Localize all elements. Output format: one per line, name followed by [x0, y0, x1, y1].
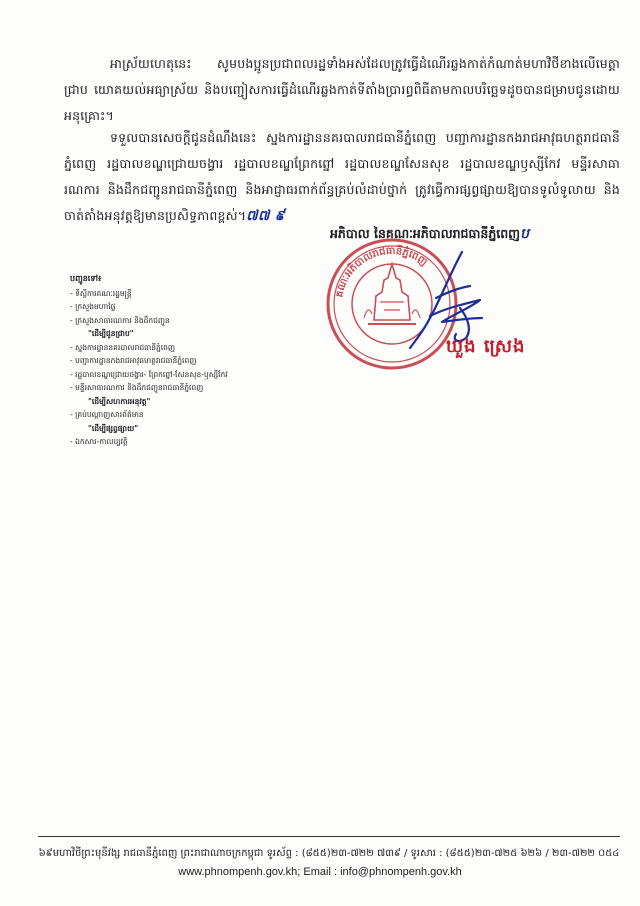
- distribution-item: - រដ្ឋបាលខណ្ឌជ្រោយចង្វារ- ព្រែកព្នៅ-សែនសុខ-ឫស្សីកែវ: [70, 369, 228, 379]
- distribution-title: បញ្ជូនទៅ៖: [70, 274, 102, 283]
- distribution-item: - ក្រសួងមហាផ្ទៃ: [70, 302, 116, 311]
- signatory-title-handwritten-tail: ប: [520, 226, 529, 242]
- distribution-item: - គ្រប់បណ្តាញសារព័ត៌មាន: [70, 410, 144, 419]
- signatory-title-text: អភិបាល នៃគណៈអភិបាលរាជធានីភ្នំពេញ: [330, 226, 521, 241]
- body-paragraph-2-text: ទទួលបានសេចក្តីជូនដំណឹងនេះ ស្នងការដ្ឋាននគរបាលរាជធានីភ្នំពេញ បញ្ជាការដ្ឋានកងរាជអាវុធហត្ថរាជធានីភ្នំពេញ រដ្ឋបាលខណ្ឌជ្រោយចង្វារ រដ្ឋបាលខណ្ឌព្រែកព្នៅ រដ្ឋបាលខណ្ឌសែនសុខ រដ្ឋបាលខណ្ឌឫស្សីកែវ មន្ទីរសាធារណការ និងដឹកជញ្ជូនរាជធានីភ្នំពេញ និងអាជ្ញាធរពាក់ព័ន្ធគ្រប់លំដាប់ថ្នាក់ ត្រូវធ្វើការផ្សព្វផ្សាយឱ្យបានទូលំទូលាយ និងចាត់តាំងអនុវត្តឱ្យមានប្រសិទ្ធភាពខ្ពស់។: [64, 129, 620, 223]
- handwritten-date-mark: ៧៧ ៩: [246, 207, 285, 224]
- distribution-item: - ឯកសារ-កាលប្បវត្តិ: [70, 437, 128, 446]
- distribution-note: "ដើម្បីផ្សព្វផ្សាយ": [88, 423, 139, 433]
- distribution-item: - មន្ទីរសាធារណការ និងដឹកជញ្ជូនរាជធានីភ្នំពេញ: [70, 383, 204, 392]
- signer-name: ឃួង ស្រេង: [446, 336, 526, 357]
- distribution-item: - ក្រសួងសាធារណការ និងដឹកជញ្ជូន: [70, 315, 170, 325]
- distribution-item: - ទីស្តីការគណៈរដ្ឋមន្ត្រី: [70, 288, 132, 298]
- body-paragraph-2: [64, 125, 620, 229]
- distribution-item: - បញ្ជាការដ្ឋានកងរាជអាវុធហត្ថរាជធានីភ្នំពេញ: [70, 356, 197, 365]
- footer-website-email: www.phnompenh.gov.kh; Email : info@phnompenh.gov.kh: [178, 866, 462, 878]
- body-paragraph-1: អាស្រ័យហេតុនេះ សូមបងប្អូនប្រជាពលរដ្ឋទាំងអស់ដែលត្រូវធ្វើដំណើរឆ្លងកាត់កំណាត់មហាវិថីខាងលើមេត្តាជ្រាប យោគយល់អធ្យាស្រ័យ និងបញ្ជៀសការធ្វើដំណើរឆ្លងកាត់ទីតាំងប្រារព្ធពិធីតាមកាលបរិច្ឆេទដូចបានជម្រាបជូនដោយអនុគ្រោះ។: [64, 55, 620, 123]
- footer-divider: [38, 836, 620, 837]
- distribution-note: "ដើម្បីសហការអនុវត្ត": [88, 396, 151, 406]
- distribution-list: [70, 272, 350, 449]
- seal-text: គណៈអភិបាលរាជធានីភ្នំពេញ: [334, 245, 430, 299]
- distribution-note: "ដើម្បីជូនជ្រាប": [88, 329, 134, 338]
- footer-address: ៦៩មហាវិថីព្រះមុនីវង្ស រាជធានីភ្នំពេញ ព្រះរាជាណាចក្រកម្ពុជា ទូរស័ព្ទ : (៨៥៥)២៣-៧២២ ៧៣៩ / ទូរសារ : (៨៥៥)២៣-៧២៥ ៦២៦ / ២៣-៧២២ ០៥៤: [38, 848, 620, 859]
- distribution-item: - ស្នងការដ្ឋាននគរបាលរាជធានីភ្នំពេញ: [70, 342, 176, 352]
